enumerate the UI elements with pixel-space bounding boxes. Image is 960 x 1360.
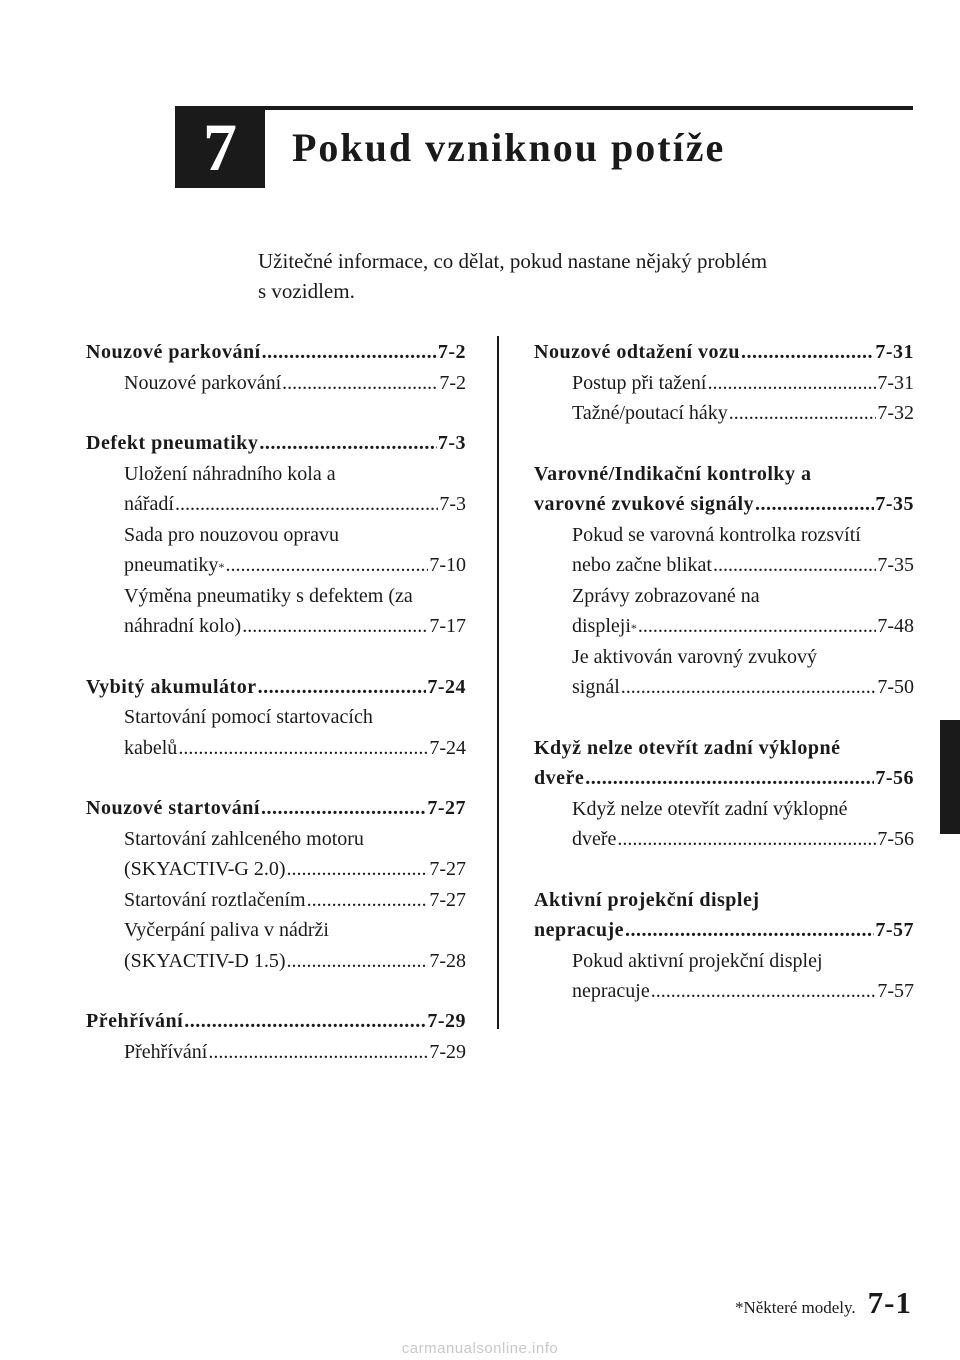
- watermark: carmanualsonline.info: [401, 1340, 559, 1357]
- toc-section: [86, 1006, 466, 1067]
- toc-heading-link[interactable]: [534, 733, 914, 794]
- toc-section: [86, 337, 466, 398]
- toc-entry-link[interactable]: [86, 459, 466, 520]
- toc-entry-link[interactable]: [86, 1037, 466, 1068]
- toc-heading-link[interactable]: [86, 1006, 466, 1037]
- toc-entry-link[interactable]: [86, 581, 466, 642]
- toc-section: [534, 337, 914, 429]
- toc-entry-page: 7-17: [429, 615, 466, 637]
- toc-entry-page: 7-10: [429, 554, 466, 576]
- toc-entry-text: nebo začne blikat: [572, 554, 712, 576]
- toc-heading-link[interactable]: [86, 672, 466, 703]
- toc-right-column: [534, 337, 914, 1037]
- toc-entry-text: dveře: [572, 828, 617, 850]
- toc-entry-line: Sada pro nouzovou opravu: [124, 523, 339, 546]
- toc-entry-page: 7-32: [877, 402, 914, 424]
- toc-entry-page: 7-27: [429, 888, 466, 911]
- toc-section: [86, 672, 466, 764]
- toc-heading-link[interactable]: [86, 337, 466, 368]
- toc-entry-page: 7-56: [877, 828, 914, 850]
- toc-entry-page: 7-50: [877, 676, 914, 698]
- toc-heading-page: 7-29: [427, 1010, 466, 1032]
- toc-entry-link[interactable]: [86, 885, 466, 916]
- toc-entry-text: nářadí: [124, 493, 174, 515]
- toc-heading-page: 7-31: [875, 341, 914, 363]
- toc-entry-page: 7-24: [429, 736, 466, 759]
- toc-entry-line: Vyčerpání paliva v nádrži: [124, 919, 329, 941]
- toc-entry-line: Uložení náhradního kola a: [124, 462, 336, 485]
- chapter-title: Pokud vzniknou potíže: [292, 125, 726, 170]
- toc-entry-text: pneumatiky: [124, 554, 219, 576]
- toc-entry-page: 7-48: [877, 615, 914, 637]
- toc-entry-text: signál: [572, 676, 620, 698]
- chapter-intro-line-2: s vozidlem.: [258, 279, 355, 303]
- toc-heading-text: Přehřívání: [86, 1010, 184, 1032]
- toc-entry-line: Když nelze otevřít zadní výklopné: [572, 797, 848, 820]
- toc-entry-page: 7-28: [429, 949, 466, 972]
- page-number: 7-1: [867, 1285, 912, 1320]
- toc-entry-link[interactable]: [534, 642, 914, 703]
- toc-entry-text: Postup při tažení: [572, 371, 707, 394]
- toc-entry-text: Přehřívání: [124, 1040, 208, 1063]
- chapter-thumb-tab: [940, 720, 960, 834]
- toc-section: [534, 459, 914, 703]
- toc-entry-line: Pokud se varovná kontrolka rozsvítí: [572, 523, 861, 546]
- toc-heading-page: 7-35: [875, 493, 914, 515]
- toc-heading-page: 7-2: [437, 341, 466, 363]
- toc-entry-text: (SKYACTIV-D 1.5): [124, 949, 286, 972]
- toc-heading-text: dveře: [534, 767, 585, 789]
- toc-entry-link[interactable]: [534, 520, 914, 581]
- toc-heading-link[interactable]: [86, 428, 466, 459]
- toc-heading-text: varovné zvukové signály: [534, 493, 755, 515]
- toc-entry-text: Startování roztlačením: [124, 888, 306, 911]
- toc-section: [534, 885, 914, 1007]
- toc-heading-link[interactable]: [534, 337, 914, 368]
- toc-entry-page: 7-27: [429, 858, 466, 880]
- chapter-intro: [258, 246, 838, 306]
- toc-heading-text: Nouzové parkování: [86, 341, 261, 363]
- toc-entry-text: nepracuje: [572, 980, 650, 1002]
- toc-entry-line: Zprávy zobrazované na: [572, 584, 760, 607]
- toc-heading-link[interactable]: [534, 459, 914, 520]
- toc-entry-page: 7-29: [429, 1040, 466, 1063]
- toc-heading-page: 7-3: [437, 432, 466, 454]
- toc-heading-link[interactable]: [534, 885, 914, 946]
- chapter-number-box: [175, 106, 265, 188]
- toc-entry-link[interactable]: [534, 794, 914, 855]
- toc-heading-text: Vybitý akumulátor: [86, 675, 257, 698]
- toc-heading-line: Varovné/Indikační kontrolky a: [534, 462, 812, 485]
- toc-section: [534, 733, 914, 855]
- chapter-intro-line-1: Užitečné informace, co dělat, pokud nastane nějaký problém: [258, 249, 768, 273]
- toc-entry-link[interactable]: [534, 398, 914, 429]
- toc-entry-link[interactable]: [534, 368, 914, 399]
- toc-entry-line: Startování zahlceného motoru: [124, 827, 364, 850]
- toc-heading-page: 7-57: [875, 919, 914, 941]
- toc-entry-text: náhradní kolo): [124, 615, 242, 637]
- toc-entry-text: Nouzové parkování: [124, 371, 282, 394]
- toc-entry-text: displeji: [572, 615, 631, 637]
- toc-entry-text: (SKYACTIV-G 2.0): [124, 858, 286, 880]
- toc-entry-page: 7-35: [877, 554, 914, 576]
- toc-heading-link[interactable]: [86, 793, 466, 824]
- toc-heading-text: Defekt pneumatiky: [86, 432, 259, 454]
- toc-entry-text: Tažné/poutací háky: [572, 402, 728, 424]
- column-divider: [497, 336, 499, 1029]
- toc-section: [86, 428, 466, 642]
- toc-entry-line: Výměna pneumatiky s defektem (za: [124, 584, 413, 607]
- toc-entry-line: Pokud aktivní projekční displej: [572, 949, 823, 972]
- toc-entry-line: Je aktivován varovný zvukový: [572, 645, 817, 668]
- chapter-number: 7: [203, 109, 237, 185]
- toc-entry-link[interactable]: [534, 946, 914, 1007]
- toc-entry-link[interactable]: [86, 702, 466, 763]
- footnote: *Některé modely.: [734, 1298, 856, 1317]
- toc-left-column: [86, 337, 466, 1097]
- toc-heading-page: 7-56: [875, 767, 914, 789]
- toc-heading-page: 7-27: [427, 797, 466, 819]
- toc-entry-line: Startování pomocí startovacích: [124, 706, 373, 728]
- toc-entry-link[interactable]: Sada pro nouzovou opravu pneumatiky * ..... 7-10: [86, 520, 466, 581]
- toc-entry-link[interactable]: Zprávy zobrazované na displeji * ..... 7-48: [534, 581, 914, 642]
- toc-entry-link[interactable]: [86, 915, 466, 976]
- toc-section: [86, 793, 466, 976]
- page-footer: [735, 1285, 912, 1321]
- toc-entry-link[interactable]: [86, 368, 466, 399]
- toc-entry-page: 7-2: [439, 371, 466, 394]
- toc-entry-text: kabelů: [124, 736, 178, 759]
- toc-heading-text: Nouzové startování: [86, 797, 260, 819]
- toc-entry-page: 7-57: [877, 980, 914, 1002]
- chapter-header-rule: [265, 106, 913, 110]
- toc-heading-text: nepracuje: [534, 919, 625, 941]
- toc-heading-page: 7-24: [427, 675, 466, 698]
- toc-heading-line: Když nelze otevřít zadní výklopné: [534, 736, 841, 759]
- toc-entry-link[interactable]: [86, 824, 466, 885]
- toc-entry-page: 7-31: [877, 371, 914, 394]
- toc-heading-line: Aktivní projekční displej: [534, 888, 760, 911]
- toc-entry-page: 7-3: [439, 493, 466, 515]
- toc-heading-text: Nouzové odtažení vozu: [534, 341, 741, 363]
